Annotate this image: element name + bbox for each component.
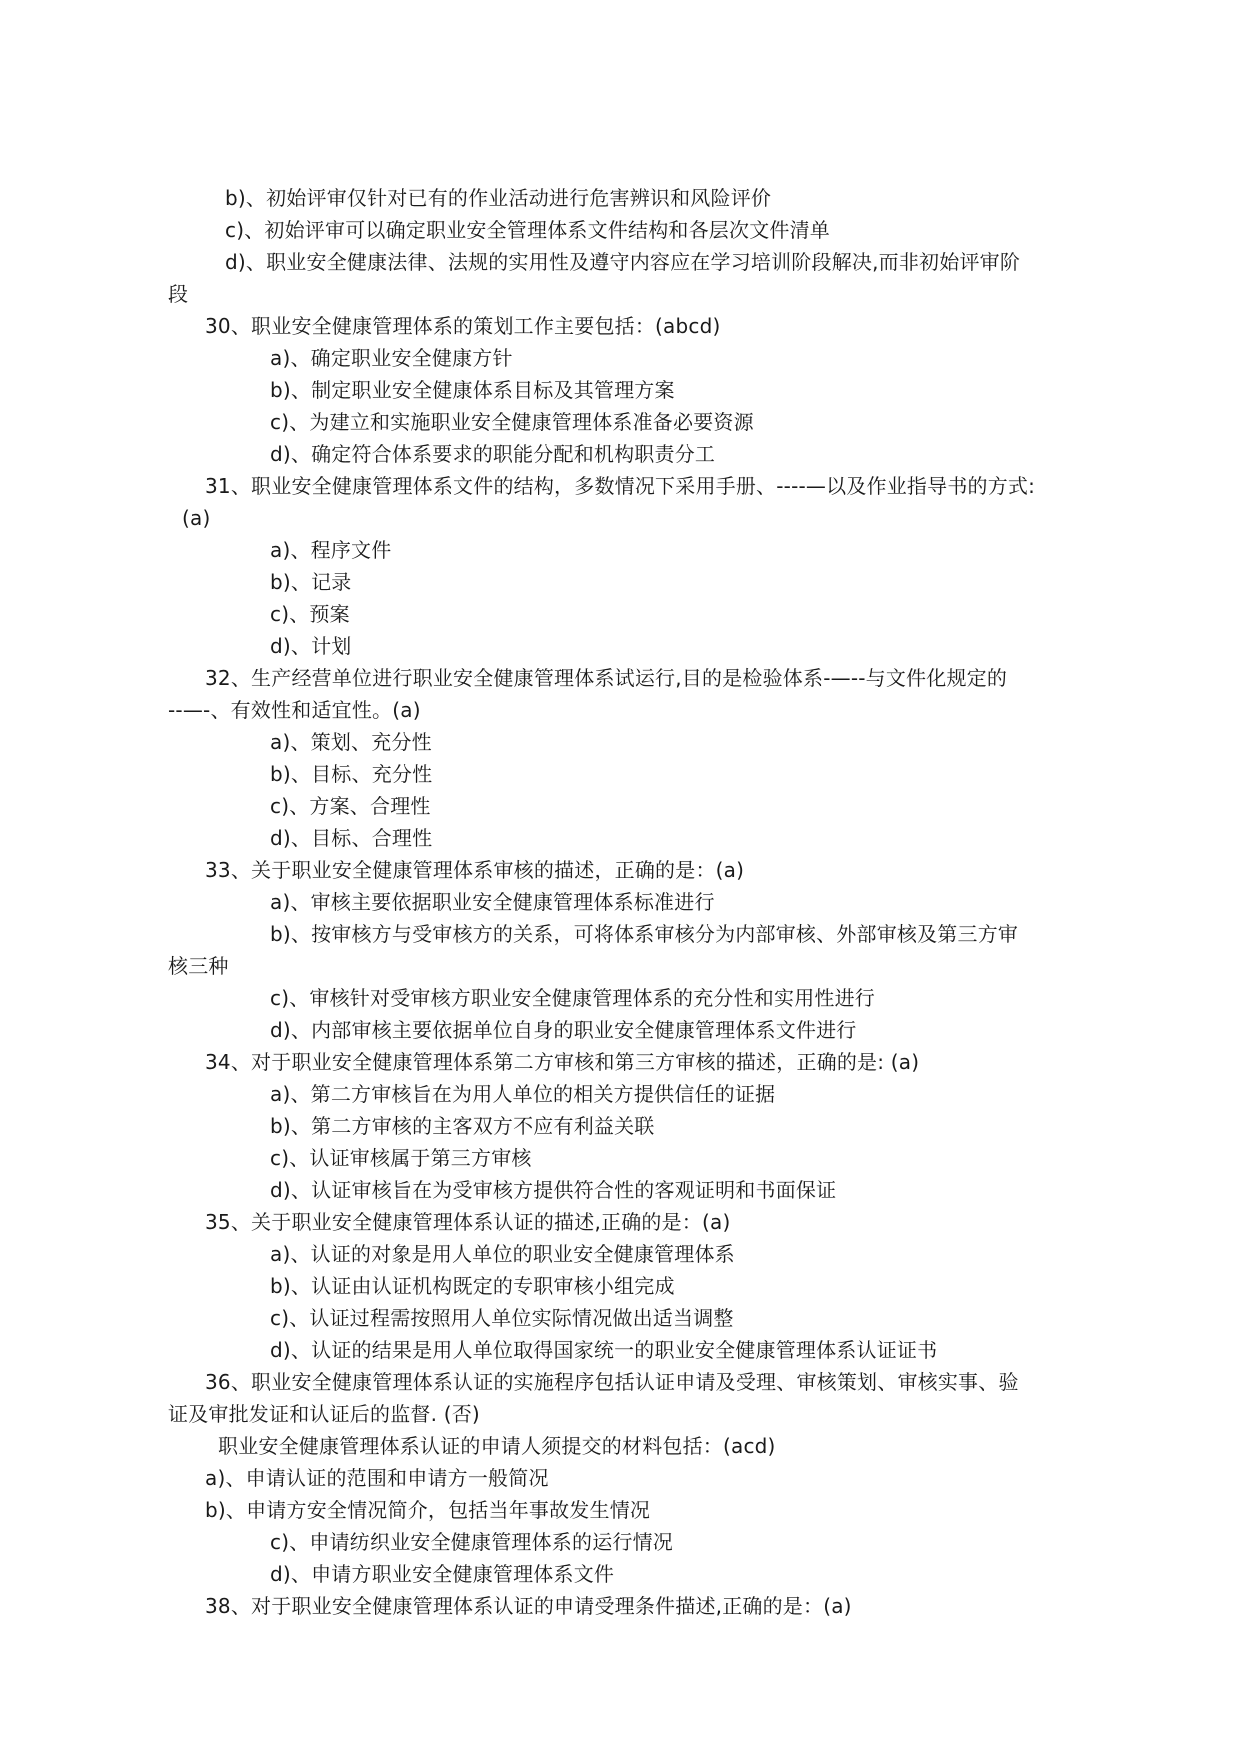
option-line: c)、认证审核属于第三方审核 [270, 1146, 532, 1170]
option-line: a)、第二方审核旨在为用人单位的相关方提供信任的证据 [270, 1082, 776, 1106]
option-line: c)、认证过程需按照用人单位实际情况做出适当调整 [270, 1306, 734, 1330]
option-line: b)、制定职业安全健康体系目标及其管理方案 [270, 378, 675, 402]
question-34: 34、对于职业安全健康管理体系第二方审核和第三方审核的描述，正确的是: (a) [205, 1050, 920, 1074]
option-line: b)、认证由认证机构既定的专职审核小组完成 [270, 1274, 675, 1298]
option-line: b)、记录 [270, 570, 352, 594]
text-line: b)、初始评审仅针对已有的作业活动进行危害辨识和风险评价 [225, 186, 772, 210]
question-30: 30、职业安全健康管理体系的策划工作主要包括：(abcd) [205, 314, 721, 338]
option-line: b)、申请方安全情况简介，包括当年事故发生情况 [205, 1498, 651, 1522]
text-line: 段 [168, 282, 189, 306]
text-line: c)、初始评审可以确定职业安全管理体系文件结构和各层次文件清单 [225, 218, 830, 242]
option-line: a)、审核主要依据职业安全健康管理体系标准进行 [270, 890, 715, 914]
option-line: a)、程序文件 [270, 538, 392, 562]
option-line: c)、申请纺织业安全健康管理体系的运行情况 [270, 1530, 673, 1554]
option-line: a)、策划、充分性 [270, 730, 432, 754]
option-line: a)、认证的对象是用人单位的职业安全健康管理体系 [270, 1242, 735, 1266]
option-line: d)、计划 [270, 634, 352, 658]
question-37: 职业安全健康管理体系认证的申请人须提交的材料包括：(acd) [218, 1434, 776, 1458]
option-line: b)、按审核方与受审核方的关系，可将体系审核分为内部审核、外部审核及第三方审 [270, 922, 1019, 946]
question-31: 31、职业安全健康管理体系文件的结构，多数情况下采用手册、----—以及作业指导书的方式: [205, 474, 1036, 498]
text-line: d)、职业安全健康法律、法规的实用性及遵守内容应在学习培训阶段解决,而非初始评审阶 [225, 250, 1021, 274]
option-line: c)、审核针对受审核方职业安全健康管理体系的充分性和实用性进行 [270, 986, 875, 1010]
option-line: d)、确定符合体系要求的职能分配和机构职责分工 [270, 442, 716, 466]
question-35: 35、关于职业安全健康管理体系认证的描述,正确的是：(a) [205, 1210, 731, 1234]
option-line: b)、目标、充分性 [270, 762, 433, 786]
text-line: 核三种 [168, 954, 229, 978]
option-line: c)、预案 [270, 602, 350, 626]
option-line: b)、第二方审核的主客双方不应有利益关联 [270, 1114, 655, 1138]
option-line: c)、为建立和实施职业安全健康管理体系准备必要资源 [270, 410, 754, 434]
option-line: d)、目标、合理性 [270, 826, 433, 850]
text-line: --—-、有效性和适宜性。(a) [168, 698, 421, 722]
text-line: (a) [182, 506, 211, 530]
question-32: 32、生产经营单位进行职业安全健康管理体系试运行,目的是检验体系-—--与文件化规定的 [205, 666, 1008, 690]
option-line: c)、方案、合理性 [270, 794, 431, 818]
text-line: 证及审批发证和认证后的监督. (否) [168, 1402, 480, 1426]
option-line: a)、申请认证的范围和申请方一般简况 [205, 1466, 549, 1490]
question-36: 36、职业安全健康管理体系认证的实施程序包括认证申请及受理、审核策划、审核实事、验 [205, 1370, 1019, 1394]
option-line: d)、申请方职业安全健康管理体系文件 [270, 1562, 615, 1586]
option-line: d)、认证审核旨在为受审核方提供符合性的客观证明和书面保证 [270, 1178, 837, 1202]
question-38: 38、对于职业安全健康管理体系认证的申请受理条件描述,正确的是：(a) [205, 1594, 852, 1618]
question-33: 33、关于职业安全健康管理体系审核的描述，正确的是：(a) [205, 858, 745, 882]
option-line: d)、内部审核主要依据单位自身的职业安全健康管理体系文件进行 [270, 1018, 857, 1042]
option-line: a)、确定职业安全健康方针 [270, 346, 513, 370]
option-line: d)、认证的结果是用人单位取得国家统一的职业安全健康管理体系认证证书 [270, 1338, 938, 1362]
